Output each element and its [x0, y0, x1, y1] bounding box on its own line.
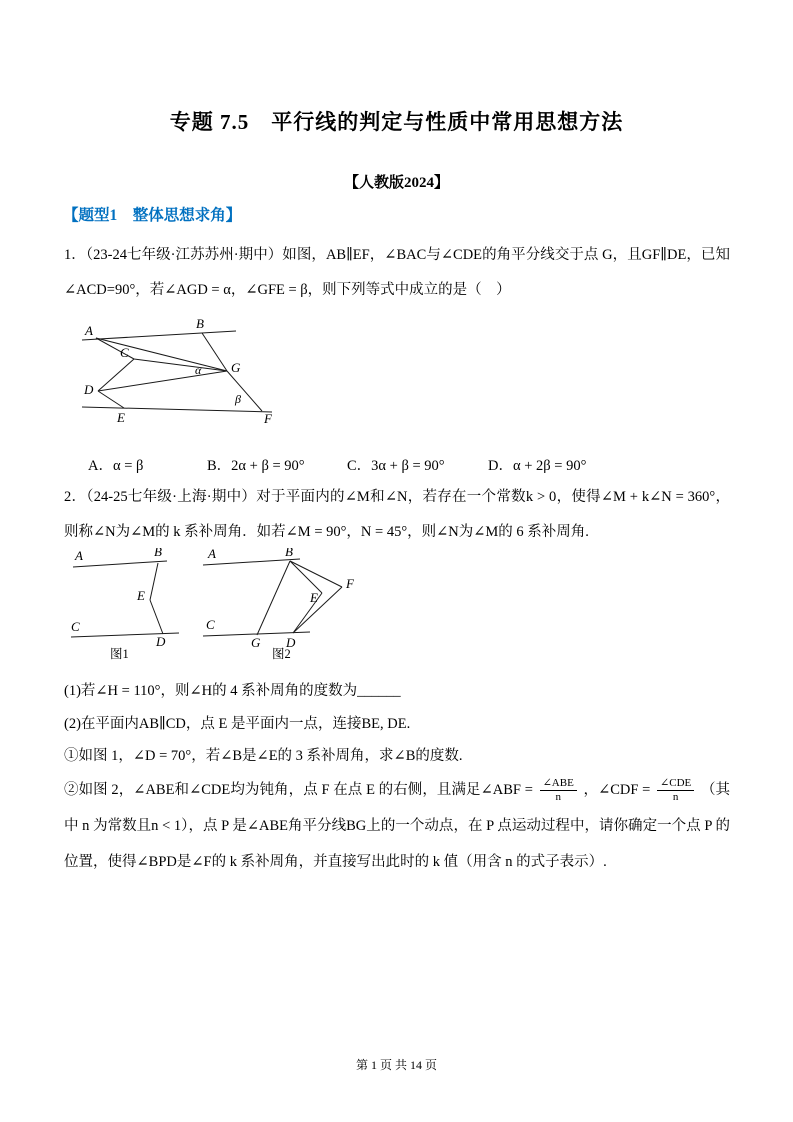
choice-B-label: B．	[207, 458, 232, 474]
choice-C-formula: 3α + β = 90°	[371, 458, 445, 474]
fraction-numerator: ∠ABE	[540, 777, 577, 791]
problem2-text: 2．（24-25七年级·上海·期中）对于平面内的∠M和∠N，若存在一个常数k > 0，使得∠M + k∠N = 360°，则称∠N为∠M的 k 系补周角．如若∠M = 90°，N = 45°，则∠N为∠M的 6 系补周角.	[64, 489, 730, 540]
fig2a-label-A: A	[75, 548, 83, 563]
fig2b-label-F: F	[346, 576, 354, 591]
choice-D	[488, 454, 586, 475]
fraction-numerator: ∠CDE	[657, 777, 694, 791]
problem2-sub2: (2)在平面内AB∥CD，点 E 是平面内一点，连接BE, DE.	[64, 716, 411, 732]
choice-D-formula: α + 2β = 90°	[512, 458, 587, 474]
problem2-sub1: (1)若∠H = 110°，则∠H的 4 系补周角的度数为______	[64, 683, 401, 699]
edition-label: 【人教版2024】	[343, 175, 449, 191]
problem2-figure-2	[198, 548, 368, 668]
fig2b-label-B: B	[285, 548, 293, 559]
fig1-label-D: D	[84, 382, 94, 397]
fig1-label-alpha: α	[195, 363, 202, 377]
page-footer: 第 1 页 共 14 页	[355, 1058, 437, 1072]
choice-C	[347, 454, 445, 475]
fig2a-caption: 图1	[110, 647, 129, 661]
fig2b-label-E: E	[310, 590, 318, 605]
problem1-choices	[64, 454, 730, 478]
fig1-label-B: B	[196, 316, 204, 331]
figure1-lines	[82, 331, 272, 412]
fig2b-label-G: G	[251, 635, 261, 650]
fig1-label-C: C	[120, 345, 129, 360]
choice-A-label: A．	[88, 458, 113, 474]
fig2b-label-A: A	[208, 548, 216, 561]
fig1-label-G: G	[231, 360, 241, 375]
choice-A-formula: α = β	[112, 458, 144, 474]
geometry-figure-2a	[68, 548, 183, 663]
fig2a-label-D: D	[156, 634, 166, 649]
problem2-figure-1	[68, 548, 183, 668]
item2-part1: ②如图 2，∠ABE和∠CDE均为钝角，点 F 在点 E 的右侧，且满足∠ABF =	[64, 782, 533, 798]
choice-B-formula: 2α + β = 90°	[231, 458, 305, 474]
geometry-figure-1	[76, 316, 281, 431]
fig1-label-E: E	[117, 410, 125, 425]
figure2b-lines	[203, 559, 342, 636]
fig2a-label-C: C	[71, 619, 80, 634]
page-title: 专题 7.5 平行线的判定与性质中常用思想方法	[169, 110, 624, 134]
item2-part3: （其中 n 为常数且n < 1），点 P 是∠ABE角平分线BG上的一个动点，在 P 点运动过程中，请你确定一个点 P 的位置，使得∠BPD是∠F的 k 系补周角，并直接写出此时的 k 值（用含 n 的式子表示）.	[64, 782, 731, 870]
choice-D-label: D．	[488, 458, 513, 474]
fig2a-label-B: B	[154, 548, 162, 559]
item2-part2: ，∠CDF =	[583, 782, 651, 798]
fig2b-label-D: D	[286, 635, 296, 650]
fig1-label-beta: β	[235, 392, 241, 406]
choice-A	[88, 454, 143, 475]
fraction-denominator: n	[672, 791, 679, 804]
fraction-abe-over-n	[540, 777, 577, 804]
problem2-item2	[64, 772, 730, 880]
geometry-figure-2b	[198, 548, 368, 663]
fig2b-caption: 图2	[272, 647, 291, 661]
section-heading: 【题型1 整体思想求角】	[63, 207, 242, 224]
choice-C-label: C．	[347, 458, 372, 474]
fraction-denominator: n	[555, 791, 561, 804]
fig2b-label-C: C	[206, 617, 215, 632]
problem1-text: 1．（23-24七年级·江苏苏州·期中）如图，AB∥EF，∠BAC与∠CDE的角平分线交于点 G，且GF∥DE，已知∠ACD=90°，若∠AGD = α，∠GFE = β，则下列等式中成立的是（ ）	[64, 247, 730, 298]
figure2a-lines	[71, 561, 179, 637]
fig1-label-F: F	[264, 411, 272, 426]
fraction-cde-over-n	[657, 777, 694, 804]
fig1-label-A: A	[85, 323, 93, 338]
problem2-item1: ①如图 1，∠D = 70°，若∠B是∠E的 3 系补周角，求∠B的度数.	[64, 748, 463, 764]
fig2a-label-E: E	[137, 588, 145, 603]
problem1-figure	[76, 316, 281, 436]
choice-B	[207, 454, 305, 475]
